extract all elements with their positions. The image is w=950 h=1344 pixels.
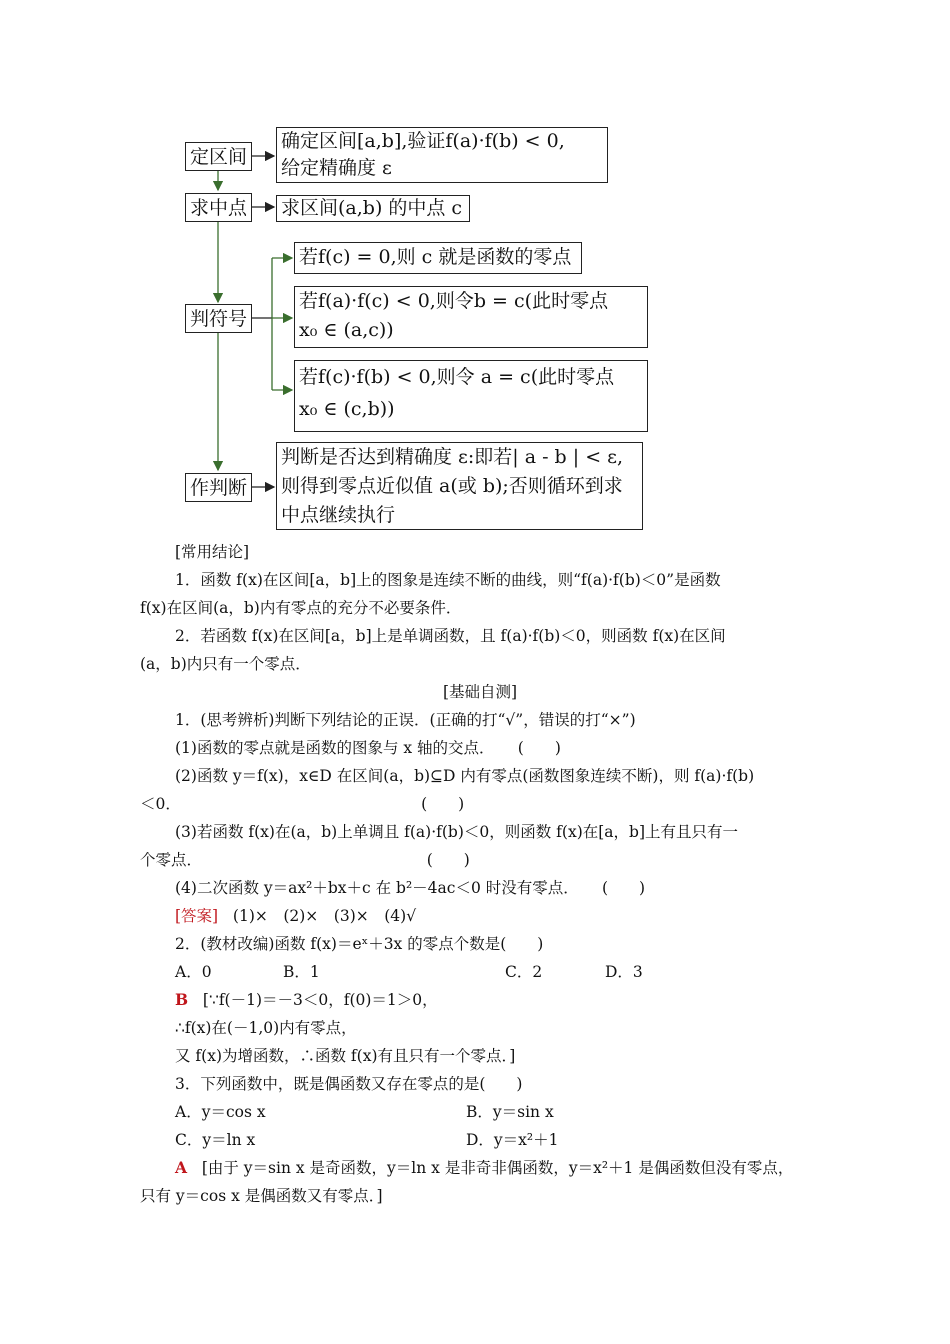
question-3: 3．下列函数中，既是偶函数又存在零点的是( ) (175, 1075, 523, 1093)
box-left-case (294, 286, 648, 348)
box6-line2: 则得到零点近似值 a(或 b);否则循环到求 (281, 475, 623, 497)
text-line: f(x)在区间(a，b)内有零点的充分不必要条件． (140, 599, 462, 617)
flowchart (0, 0, 950, 560)
box6-line1: 判断是否达到精确度 ε:即若| a - b | < ε, (281, 446, 624, 468)
option-a: A．0 (175, 963, 212, 981)
answer-text: (1)× (2)× (3)× (4)√ (232, 907, 417, 925)
step-judge: 作判断 (185, 473, 252, 502)
option-c: C．2 (505, 963, 543, 981)
option-c: C．y＝ln x (175, 1131, 256, 1149)
answer-3 (175, 1154, 855, 1182)
text-line: 又 f(x)为增函数，∴函数 f(x)有且只有一个零点．] (175, 1047, 516, 1065)
text-line: 只有 y＝cos x 是偶函数又有零点．] (140, 1187, 383, 1205)
box4-line1: 若f(a)·f(c) < 0,则令b = c(此时零点 (299, 290, 609, 312)
box-judge (276, 442, 643, 530)
section-basic-self-test: [基础自测] (442, 683, 518, 701)
text-line: ＜0． ( ) (140, 795, 465, 813)
box5-line2: x₀ ∈ (c,b)) (299, 398, 395, 420)
question-1-item-2: (2)函数 y＝f(x)，x∈D 在区间(a，b)⊆D 内有零点(函数图象连续不断)，则 f(a)·f(b) (175, 767, 755, 785)
box6-line3: 中点继续执行 (281, 504, 396, 526)
question-1-item-1: (1)函数的零点就是函数的图象与 x 轴的交点． ( ) (175, 739, 561, 757)
text-line: (a，b)内只有一个零点． (140, 655, 311, 673)
answer-tag: [答案] (175, 907, 219, 925)
step-find-midpoint: 求中点 (185, 193, 252, 222)
option-d: D．y＝x²＋1 (466, 1131, 559, 1149)
option-b: B．1 (283, 963, 320, 981)
question-1: 1．(思考辨析)判断下列结论的正误．(正确的打“√”，错误的打“×”) (175, 711, 636, 729)
question-2: 2．(教材改编)函数 f(x)＝eˣ＋3x 的零点个数是( ) (175, 935, 544, 953)
answer-1 (175, 902, 855, 930)
box5-line1: 若f(c)·f(b) < 0,则令 a = c(此时零点 (299, 366, 615, 388)
text-line: ∴f(x)在(－1,0)内有零点， (175, 1019, 357, 1037)
question-1-item-4: (4)二次函数 y＝ax²＋bx＋c 在 b²－4ac＜0 时没有零点． ( ) (175, 879, 646, 897)
text-line: 2．若函数 f(x)在区间[a，b]上是单调函数，且 f(a)·f(b)＜0，则函数 f(x)在区间 (175, 627, 726, 645)
text-line: 1．函数 f(x)在区间[a，b]上的图象是连续不断的曲线，则“f(a)·f(b)＜0”是函数 (175, 571, 721, 589)
box-midpoint: 求区间(a,b) 的中点 c (276, 195, 470, 222)
step-check-sign: 判符号 (185, 304, 252, 333)
option-d: D．3 (605, 963, 643, 981)
question-1-item-3: (3)若函数 f(x)在(a，b)上单调且 f(a)·f(b)＜0，则函数 f(x)在[a，b]上有且只有一 (175, 823, 739, 841)
step-define-interval: 定区间 (185, 142, 252, 171)
option-a: A．y＝cos x (175, 1103, 266, 1121)
text-line: 个零点． ( ) (140, 851, 470, 869)
box-right-case (294, 360, 648, 432)
section-common-conclusions: [常用结论] (175, 543, 250, 561)
answer-text: [∵f(－1)＝－3＜0，f(0)＝1＞0， (202, 991, 438, 1009)
answer-text: [由于 y＝sin x 是奇函数，y＝ln x 是非奇非偶函数，y＝x²＋1 是偶函数但没有零点， (201, 1159, 794, 1177)
box4-line2: x₀ ∈ (a,c)) (299, 319, 394, 341)
box1-line2: 给定精确度 ε (281, 157, 392, 179)
box-zero-case: 若f(c) = 0,则 c 就是函数的零点 (294, 242, 582, 274)
option-b: B．y＝sin x (466, 1103, 554, 1121)
answer-tag: A (175, 1158, 188, 1177)
answer-2 (175, 986, 855, 1014)
box1-line1: 确定区间[a,b],验证f(a)·f(b) < 0, (281, 130, 565, 152)
answer-tag: B (175, 990, 189, 1009)
box-define-interval (276, 127, 608, 183)
